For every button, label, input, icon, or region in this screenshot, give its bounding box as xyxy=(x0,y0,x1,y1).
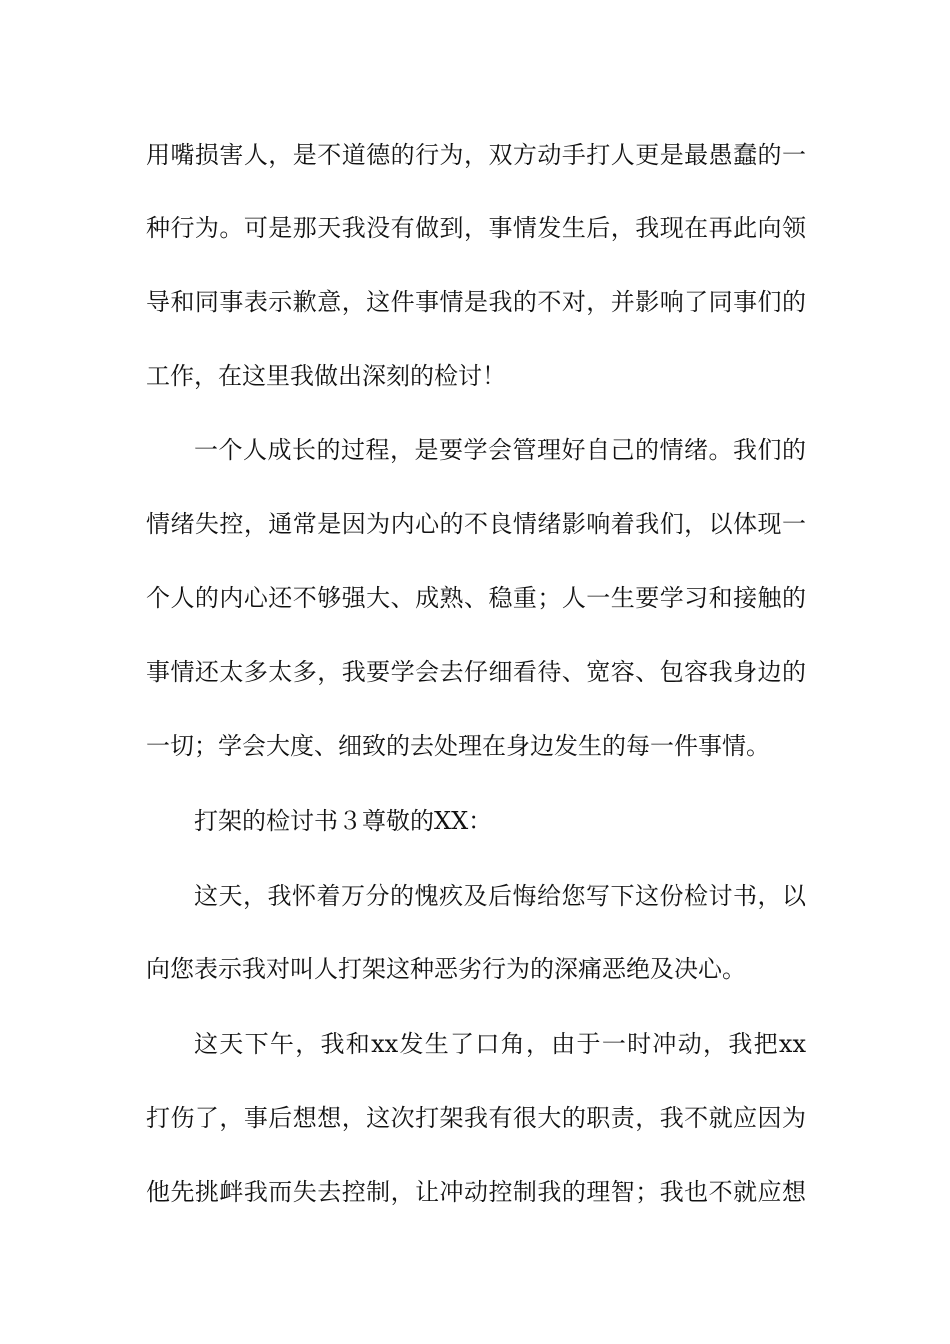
text-line-12: 向您表示我对叫人打架这种恶劣行为的深痛恶绝及决心。 xyxy=(146,955,746,983)
text-line-3: 导和同事表示歉意，这件事情是我的不对，并影响了同事们的 xyxy=(146,288,806,316)
text-line-7: 个人的内心还不够强大、成熟、稳重；人一生要学习和接触的 xyxy=(146,584,806,612)
text-line-6: 情绪失控，通常是因为内心的不良情绪影响着我们，以体现一 xyxy=(146,510,806,538)
text-line-13: 这天下午，我和xx发生了口角，由于一时冲动，我把xx xyxy=(194,1030,806,1058)
text-line-8: 事情还太多太多，我要学会去仔细看待、宽容、包容我身边的 xyxy=(146,658,806,686)
section-heading: 打架的检讨书３尊敬的XX： xyxy=(194,807,493,835)
text-line-2: 种行为。可是那天我没有做到，事情发生后，我现在再此向领 xyxy=(146,214,806,242)
text-line-11: 这天，我怀着万分的愧疚及后悔给您写下这份检讨书，以 xyxy=(194,882,806,910)
text-line-4: 工作，在这里我做出深刻的检讨！ xyxy=(146,362,506,390)
text-line-15: 他先挑衅我而失去控制，让冲动控制我的理智；我也不就应想 xyxy=(146,1178,806,1206)
text-line-9: 一切；学会大度、细致的去处理在身边发生的每一件事情。 xyxy=(146,732,770,760)
text-line-14: 打伤了，事后想想，这次打架我有很大的职责，我不就应因为 xyxy=(146,1104,806,1132)
text-line-5: 一个人成长的过程，是要学会管理好自己的情绪。我们的 xyxy=(194,436,806,464)
text-line-1: 用嘴损害人，是不道德的行为，双方动手打人更是最愚蠢的一 xyxy=(146,141,806,169)
